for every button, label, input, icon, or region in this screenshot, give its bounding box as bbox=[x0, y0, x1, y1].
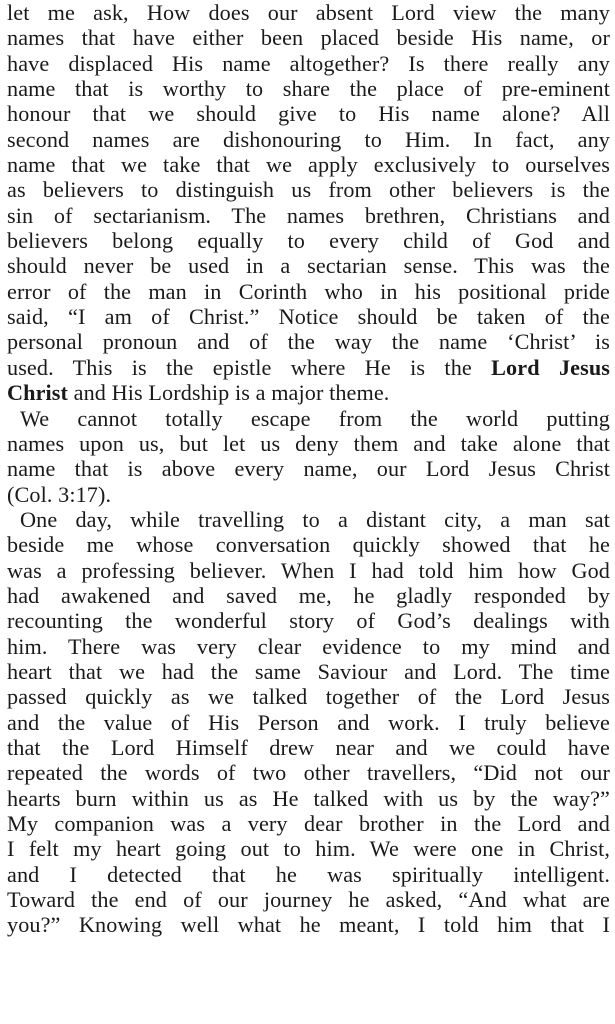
text-line: him. There was very clear evidence to my mind and bbox=[7, 633, 610, 659]
text-line: heart that we had the same Saviour and Lord. The time bbox=[7, 658, 610, 684]
text-line: believers belong equally to every child of God and bbox=[7, 228, 610, 254]
text-line: second names are dishonouring to Him. In fact, any bbox=[7, 126, 610, 152]
text-line: honour that we should give to His name alone? All bbox=[7, 101, 610, 127]
text-line: hearts burn within us as He talked with us by the way?” bbox=[7, 785, 610, 811]
text-line: name that is worthy to share the place of pre-eminent bbox=[7, 76, 610, 102]
text-line: I felt my heart going out to him. We were one in Christ, bbox=[7, 836, 610, 862]
text-line: and the value of His Person and work. I truly believe bbox=[7, 709, 610, 735]
text-line: name that we take that we apply exclusively to ourselves bbox=[7, 152, 610, 178]
text-line: We cannot totally escape from the world putting bbox=[20, 405, 610, 431]
text-line-mixed bbox=[7, 380, 610, 405]
text-line: and I detected that he was spiritually intelligent. bbox=[7, 861, 610, 887]
paragraph-3 bbox=[7, 507, 610, 938]
text-run: and His Lordship is a major theme. bbox=[68, 380, 390, 406]
text-line: that the Lord Himself drew near and we could have bbox=[7, 734, 610, 760]
text-line: One day, while travelling to a distant city, a man sat bbox=[20, 506, 610, 532]
text-line: names upon us, but let us deny them and take alone that bbox=[7, 430, 610, 456]
bold-text: Christ bbox=[7, 380, 68, 406]
paragraph-2 bbox=[7, 406, 610, 507]
text-line: My companion was a very dear brother in the Lord and bbox=[7, 811, 610, 836]
text-line: error of the man in Corinth who in his positional pride bbox=[7, 278, 610, 304]
text-line-mixed bbox=[7, 355, 610, 380]
text-line: sin of sectarianism. The names brethren, Christians and bbox=[7, 202, 610, 228]
text-line: repeated the words of two other travellers, “Did not our bbox=[7, 760, 610, 786]
bold-text: Lord Jesus bbox=[491, 354, 610, 380]
text-line: Toward the end of our journey he asked, “And what are bbox=[7, 887, 610, 913]
text-line: names that have either been placed beside His name, or bbox=[7, 25, 610, 51]
document-page bbox=[7, 0, 610, 938]
text-line: passed quickly as we talked together of the Lord Jesus bbox=[7, 684, 610, 710]
text-line: you?” Knowing well what he meant, I told him that I bbox=[7, 912, 610, 938]
text-run: used. This is the epistle where He is the bbox=[7, 354, 492, 380]
text-line: (Col. 3:17). bbox=[7, 481, 112, 507]
text-line: as believers to distinguish us from other believers is the bbox=[7, 177, 610, 203]
text-line: beside me whose conversation quickly showed that he bbox=[7, 532, 610, 558]
text-line: name that is above every name, our Lord Jesus Christ bbox=[7, 456, 610, 482]
text-line: should never be used in a sectarian sense. This was the bbox=[7, 253, 610, 279]
text-line: personal pronoun and of the way the name ‘Christ’ is bbox=[7, 329, 610, 355]
text-line: said, “I am of Christ.” Notice should be taken of the bbox=[7, 304, 610, 330]
text-line: let me ask, How does our absent Lord view the many bbox=[7, 0, 610, 25]
paragraph-1 bbox=[7, 0, 610, 406]
text-line: recounting the wonderful story of God’s dealings with bbox=[7, 608, 610, 634]
text-line: have displaced His name altogether? Is there really any bbox=[7, 50, 610, 76]
text-line: had awakened and saved me, he gladly responded by bbox=[7, 582, 610, 608]
text-line: was a professing believer. When I had told him how God bbox=[7, 557, 610, 583]
